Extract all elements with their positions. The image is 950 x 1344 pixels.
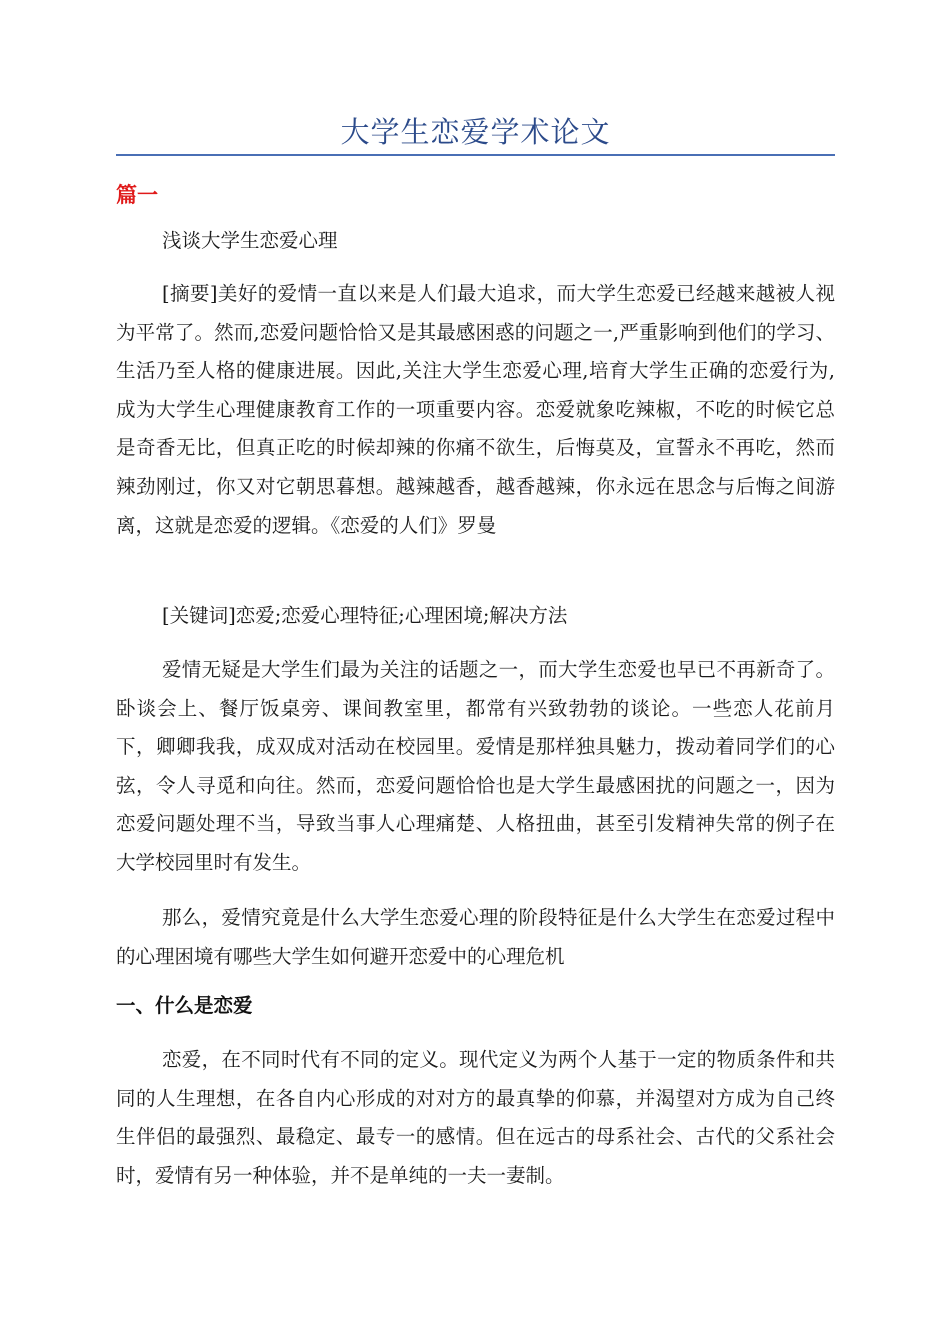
keywords-paragraph: [关键词]恋爱;恋爱心理特征;心理困境;解决方法: [162, 604, 568, 627]
title-underline: [116, 154, 835, 156]
part-heading: 篇一: [116, 183, 158, 207]
abstract-paragraph: [摘要]美好的爱情一直以来是人们最大追求，而大学生恋爱已经越来越被人视为平常了。然而,恋爱问题恰恰又是其最感困惑的问题之一,严重影响到他们的学习、生活乃至人格的健康进展。因此,关注大学生恋爱心理,培育大学生正确的恋爱行为,成为大学生心理健康教育工作的一项重要内容。恋爱就象吃辣椒，不吃的时候它总是奇香无比，但真正吃的时候却辣的你痛不欲生，后悔莫及，宣誓永不再吃，然而辣劲刚过，你又对它朝思暮想。越辣越香，越香越辣，你永远在思念与后悔之间游离，这就是恋爱的逻辑。《恋爱的人们》罗曼: [116, 282, 835, 537]
section-heading: 一、什么是恋爱: [116, 994, 253, 1017]
definition-paragraph: 恋爱，在不同时代有不同的定义。现代定义为两个人基于一定的物质条件和共同的人生理想，在各自内心形成的对对方的最真挚的仰慕，并渴望对方成为自己终生伴侣的最强烈、最稳定、最专一的感情。但在远古的母系社会、古代的父系社会时，爱情有另一种体验，并不是单纯的一夫一妻制。: [116, 1048, 835, 1187]
document-title: 大学生恋爱学术论文: [340, 115, 611, 149]
article-subtitle: 浅谈大学生恋爱心理: [162, 229, 338, 252]
intro-paragraph: 爱情无疑是大学生们最为关注的话题之一，而大学生恋爱也早已不再新奇了。卧谈会上、餐厅饭桌旁、课间教室里，都常有兴致勃勃的谈论。一些恋人花前月下，卿卿我我，成双成对活动在校园里。爱情是那样独具魅力，拨动着同学们的心弦，令人寻觅和向往。然而，恋爱问题恰恰也是大学生最感困扰的问题之一，因为恋爱问题处理不当，导致当事人心理痛楚、人格扭曲，甚至引发精神失常的例子在大学校园里时有发生。: [116, 658, 835, 874]
question-paragraph: 那么，爱情究竟是什么大学生恋爱心理的阶段特征是什么大学生在恋爱过程中的心理困境有哪些大学生如何避开恋爱中的心理危机: [116, 906, 835, 968]
